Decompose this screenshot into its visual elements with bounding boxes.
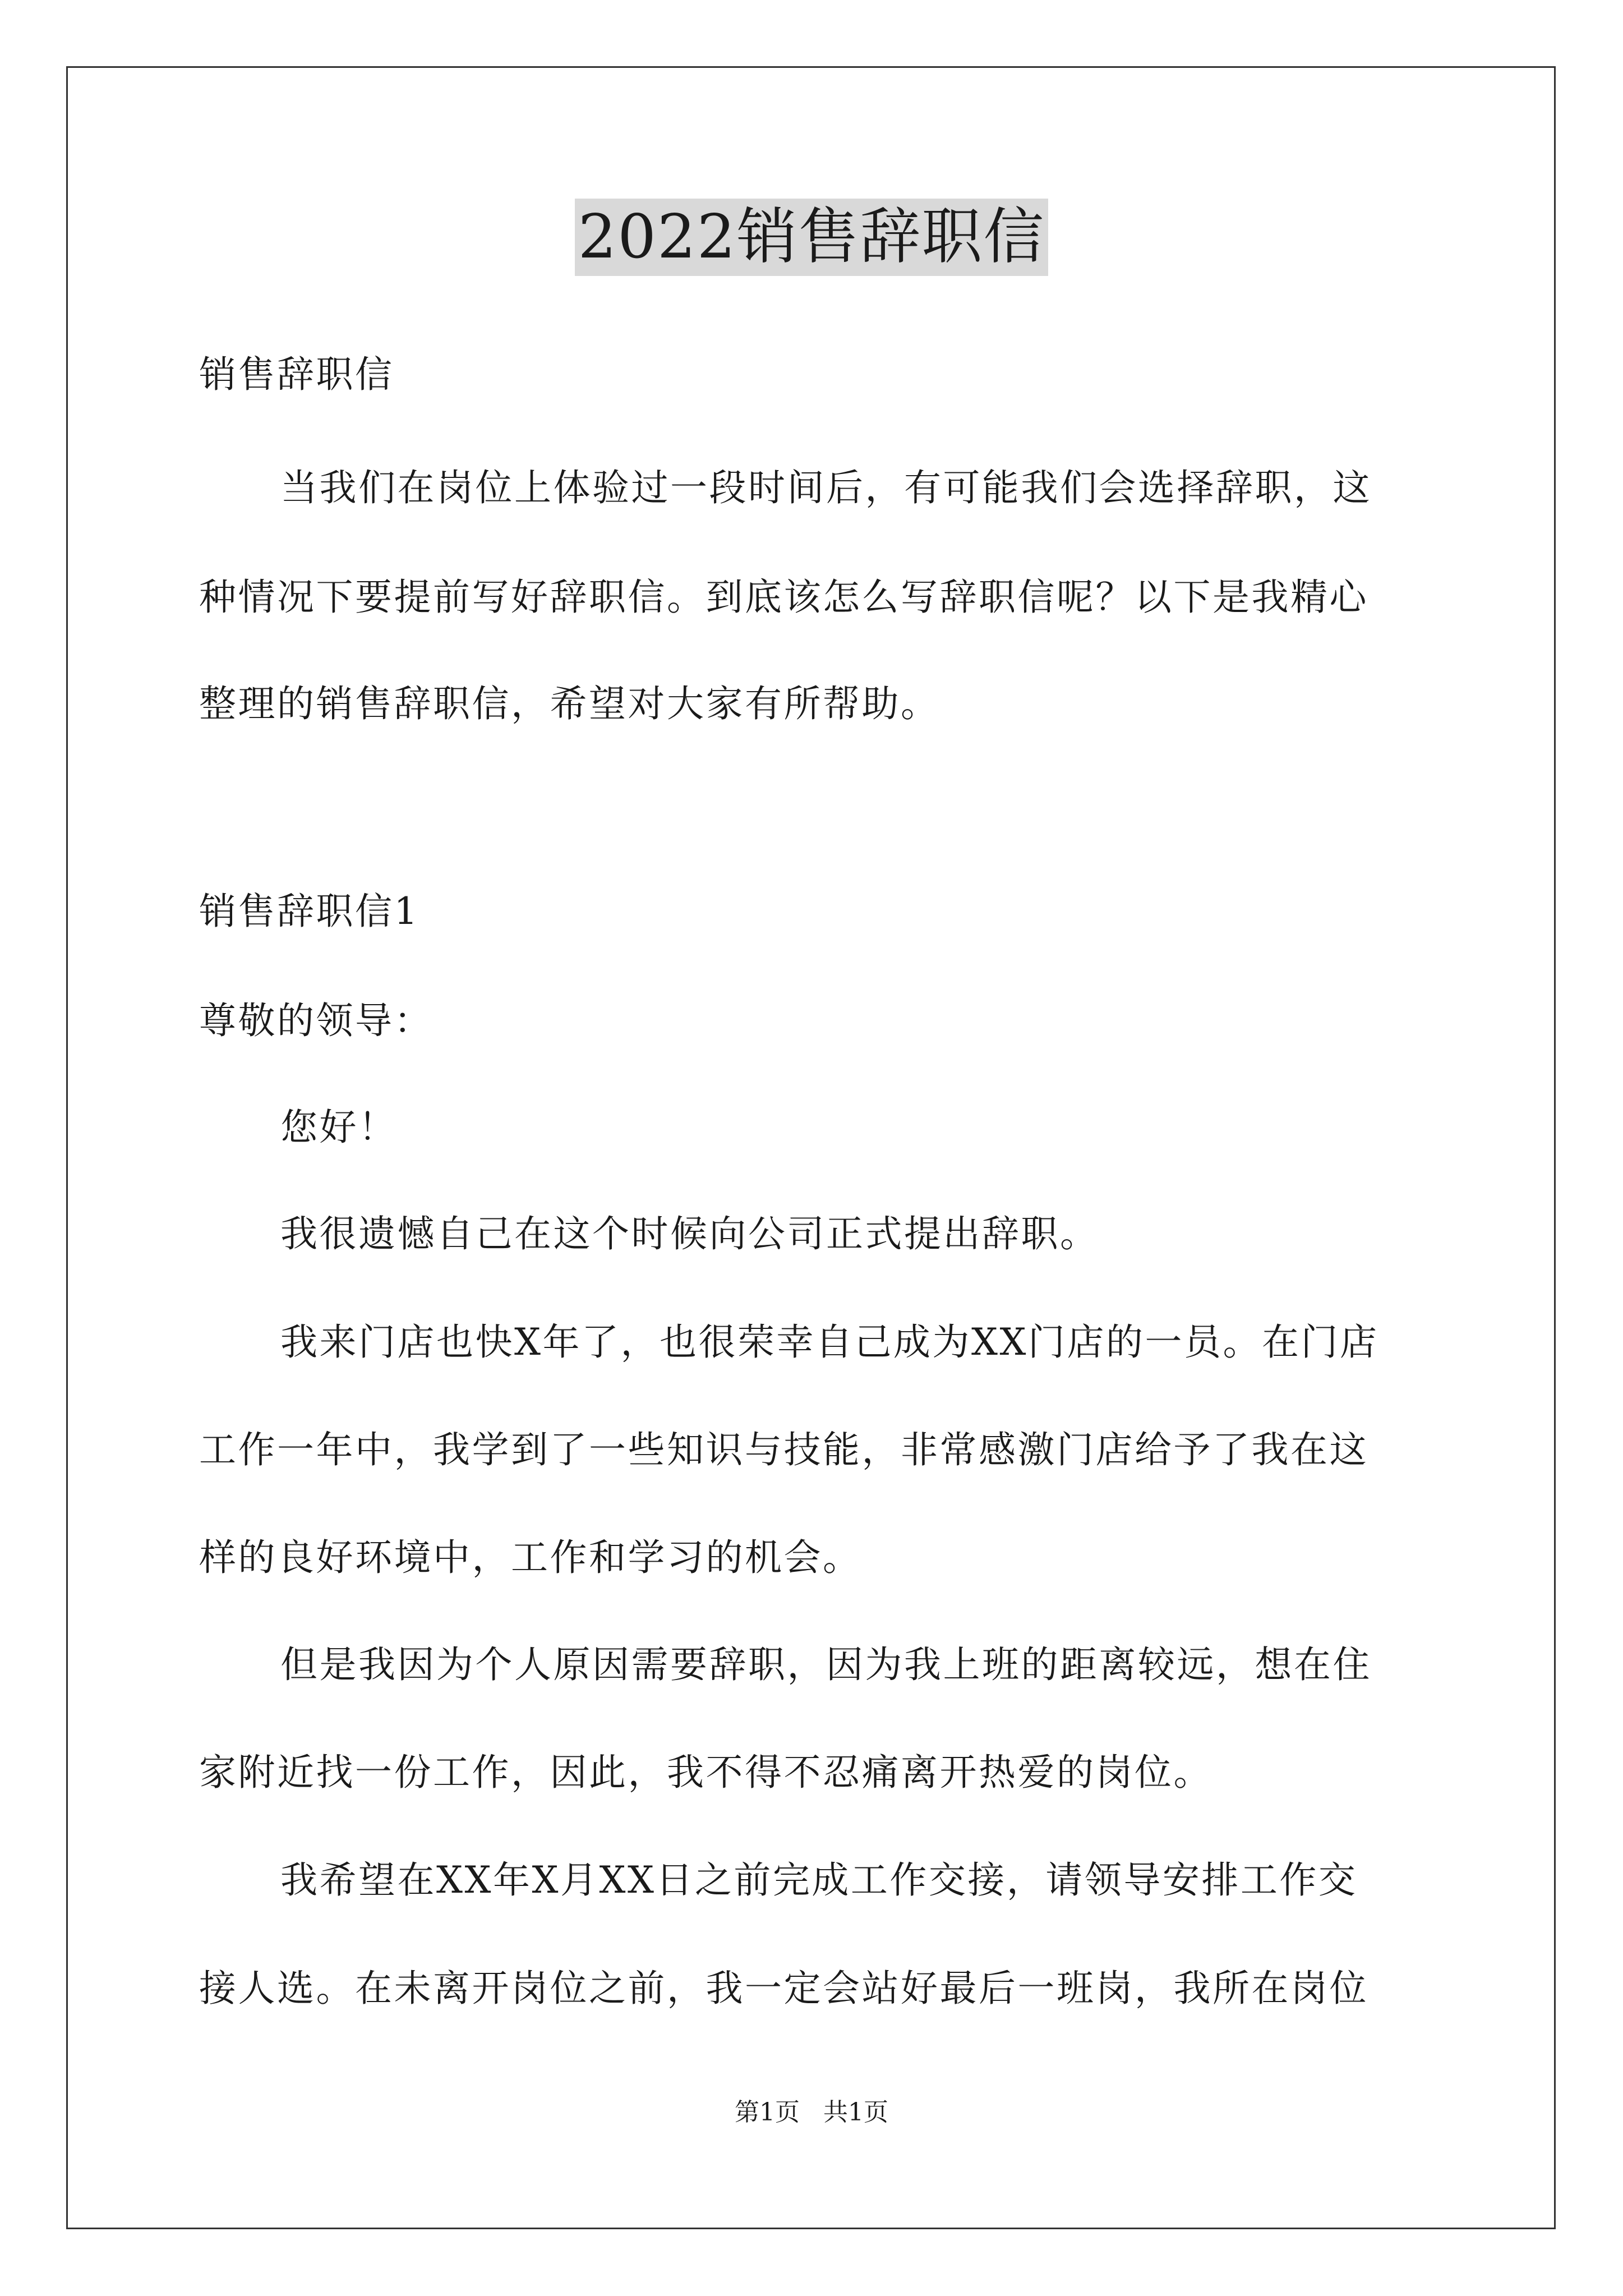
body-paragraph-4-line-2: 接人选。在未离开岗位之前，我一定会站好最后一班岗，我所在岗位: [199, 1967, 1368, 2010]
intro-paragraph-line-1: 当我们在岗位上体验过一段时间后，有可能我们会选择辞职，这: [280, 466, 1372, 509]
title-container: [0, 199, 1623, 276]
intro-paragraph-line-3: 整理的销售辞职信，希望对大家有所帮助。: [199, 682, 940, 725]
body-paragraph-2-line-2: 工作一年中，我学到了一些知识与技能，非常感激门店给予了我在这: [199, 1428, 1368, 1471]
intro-paragraph-line-2: 种情况下要提前写好辞职信。到底该怎么写辞职信呢？以下是我精心: [199, 576, 1368, 619]
body-paragraph-2-line-1: 我来门店也快X年了，也很荣幸自己成为XX门店的一员。在门店: [280, 1320, 1379, 1364]
page-footer: 第1页 共1页: [735, 2098, 888, 2127]
greeting: 您好！: [280, 1106, 398, 1149]
body-paragraph-2-line-3: 样的良好环境中，工作和学习的机会。: [199, 1536, 862, 1579]
letter-heading: 销售辞职信1: [199, 890, 419, 933]
body-paragraph-1: 我很遗憾自己在这个时候向公司正式提出辞职。: [280, 1212, 1099, 1255]
body-paragraph-3-line-2: 家附近找一份工作，因此，我不得不忍痛离开热爱的岗位。: [199, 1751, 1212, 1794]
intro-heading: 销售辞职信: [199, 353, 394, 396]
salutation: 尊敬的领导：: [199, 999, 433, 1042]
body-paragraph-4-line-1: 我希望在XX年X月XX日之前完成工作交接，请领导安排工作交: [280, 1858, 1358, 1902]
document-title: 2022销售辞职信: [575, 199, 1049, 276]
body-paragraph-3-line-1: 但是我因为个人原因需要辞职，因为我上班的距离较远，想在住: [280, 1643, 1372, 1686]
